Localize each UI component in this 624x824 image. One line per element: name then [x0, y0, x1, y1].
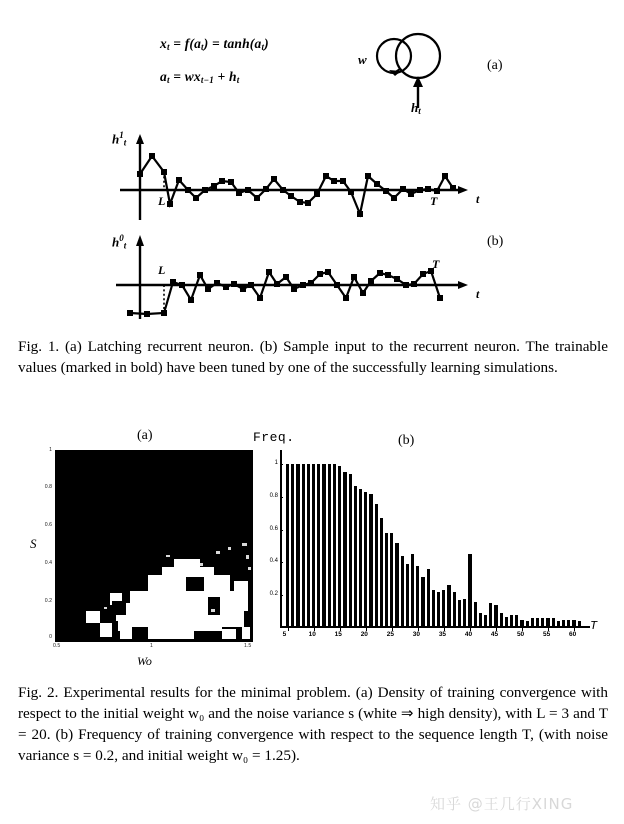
bar: [364, 492, 367, 628]
bar-xtick-mark: [496, 628, 497, 631]
bar: [349, 474, 352, 628]
bar: [489, 603, 492, 628]
bar-xtick-mark: [288, 628, 289, 631]
bar-ytick-mark: [280, 530, 283, 531]
bar: [572, 620, 575, 628]
bar: [567, 620, 570, 628]
bar: [302, 464, 305, 628]
bar-xtick-mark: [366, 628, 367, 631]
density-x-axis-label: Wo: [137, 654, 152, 668]
h0-x-axis-label: t: [476, 287, 480, 301]
y-axis-arrowhead: [136, 235, 144, 246]
bar: [328, 464, 331, 628]
figure-2: [0, 428, 624, 668]
bar: [557, 621, 560, 628]
bar-xtick-label: 25: [386, 631, 394, 638]
bar: [505, 617, 508, 628]
density-xtick-15: 1.5: [244, 643, 252, 649]
equation-1: $x_t = f(a_t) = \tanh(a_t)$: [160, 36, 269, 52]
bar: [437, 592, 440, 628]
bar: [369, 494, 372, 628]
bar-xtick-label: 50: [516, 631, 525, 638]
bar: [395, 543, 398, 628]
density-canvas: [55, 450, 253, 642]
y-axis-arrowhead: [136, 134, 144, 144]
density-plot: [30, 447, 260, 668]
bar: [536, 618, 539, 628]
bar-ytick-label: 0.4: [269, 558, 278, 565]
h1-y-axis-label: $h^1_t$: [112, 130, 127, 148]
bar: [390, 533, 393, 628]
bar: [484, 615, 487, 628]
watermark: 知乎 @王几行XING: [430, 795, 574, 813]
density-ytick-04: 0.4: [44, 560, 52, 566]
bar-y-axis: [280, 450, 282, 628]
neuron-body-circle: [396, 34, 440, 78]
frequency-bar-chart: [258, 450, 608, 665]
bar-xtick-label: 15: [334, 631, 342, 638]
bar-xtick-label: 35: [438, 631, 447, 638]
bar: [463, 599, 466, 628]
bar-xtick-mark: [574, 628, 575, 631]
bar: [354, 486, 357, 629]
bar: [401, 556, 404, 628]
bar: [526, 621, 529, 628]
figure2-panel-b-tag: (b): [398, 433, 415, 448]
bar: [520, 620, 523, 628]
bar-xtick-label: 5: [282, 631, 287, 638]
bar: [515, 615, 518, 628]
bar: [411, 554, 414, 628]
density-ytick-0: 0: [49, 634, 52, 640]
input-label-h: $h_t$: [411, 100, 421, 116]
figure-1-caption: Fig. 1. (a) Latching recurrent neuron. (b) Sample input to the recurrent neuron. The trainable values (marked in bold) have been tuned by one of the successfully learning simulations.: [18, 338, 608, 376]
bar-xtick-mark: [522, 628, 523, 631]
weight-label-w: w: [358, 52, 367, 67]
figure-2-caption: Fig. 2. Experimental results for the minimal problem. (a) Density of training convergence with respect to the initial weight w₀ and the noise variance s (white ⇒ high density), with L = 3 and T = 20. (b) Frequency of training convergence with respect to the sequence length T, (with noise variance s = 0.2, and initial weight w₀ = 1.25).: [18, 684, 608, 764]
bar: [286, 464, 289, 628]
bar-xtick-label: 20: [360, 631, 368, 638]
bar: [322, 464, 325, 628]
h1-x-axis-label: t: [476, 192, 480, 206]
bar: [500, 613, 503, 628]
bar-ytick-mark: [280, 497, 283, 498]
bar-ytick-mark: [280, 562, 283, 563]
bar-ytick-mark: [280, 464, 283, 465]
bar: [442, 590, 445, 628]
bar: [458, 600, 461, 628]
bar: [427, 569, 430, 628]
bar-ytick-label: 0.2: [269, 591, 278, 598]
density-ytick-06: 0.6: [44, 522, 52, 528]
bar: [578, 621, 581, 628]
bar: [296, 464, 299, 628]
bar: [312, 464, 315, 628]
bar: [307, 464, 310, 628]
bar: [474, 602, 477, 628]
density-y-axis-label: S: [30, 536, 37, 551]
x-axis-arrowhead: [458, 186, 468, 194]
signal-plot-h0: [100, 227, 500, 322]
bar-xtick-mark: [314, 628, 315, 631]
bar-xtick-label: 45: [490, 631, 499, 638]
bar: [406, 564, 409, 628]
bar: [562, 620, 565, 628]
density-ytick-08: 0.8: [44, 484, 52, 490]
bar-xtick-mark: [548, 628, 549, 631]
bar-ytick-label: 0.8: [269, 492, 278, 499]
bar-ytick-label: 0.6: [269, 525, 278, 532]
bar-xtick-mark: [444, 628, 445, 631]
bar-xtick-mark: [418, 628, 419, 631]
bar-ytick-mark: [280, 595, 283, 596]
bar-x-axis-label: T: [590, 619, 598, 633]
bar: [546, 618, 549, 628]
bar: [552, 618, 555, 628]
latching-neuron-diagram: [356, 28, 476, 124]
bar: [479, 613, 482, 628]
bar: [291, 464, 294, 628]
h0-marker-T: T: [432, 257, 440, 271]
h1-marker-T: T: [430, 194, 438, 208]
h1-marker-L: L: [158, 194, 166, 208]
bar: [343, 472, 346, 628]
bar-xtick-mark: [340, 628, 341, 631]
bar: [333, 464, 336, 628]
bar-xtick-mark: [470, 628, 471, 631]
signal-plot-h1: [100, 132, 500, 227]
figure1-panel-a-tag: (a): [487, 58, 503, 73]
bar-xtick-label: 10: [308, 631, 316, 638]
bar: [380, 518, 383, 628]
x-axis-arrowhead: [458, 281, 468, 289]
freq-axis-label: Freq.: [253, 430, 295, 445]
bar-ytick-label: 1: [274, 460, 278, 467]
bar: [541, 618, 544, 628]
density-xtick-05: 0.5: [53, 643, 61, 649]
figure-1: [0, 22, 624, 322]
bar: [432, 590, 435, 628]
h0-marker-L: L: [158, 263, 166, 277]
density-ytick-02: 0.2: [44, 598, 52, 604]
bar: [375, 504, 378, 628]
bar: [359, 489, 362, 628]
bar: [385, 533, 388, 628]
recurrent-loop-circle: [377, 39, 411, 73]
bar-xtick-label: 60: [569, 631, 577, 638]
bar-xtick-label: 30: [412, 631, 420, 638]
h0-y-axis-label: $h^0_t$: [112, 233, 127, 251]
bar: [447, 585, 450, 628]
bar: [317, 464, 320, 628]
bar: [468, 554, 471, 628]
bar-xtick-label: 40: [464, 631, 473, 638]
figure2-panel-a-tag: (a): [137, 428, 153, 443]
equation-2: $a_t = wx_{t-1} + h_t$: [160, 69, 240, 85]
bar-xtick-label: 55: [542, 631, 551, 638]
density-ytick-1: 1: [49, 447, 52, 453]
bars-plot-area: [280, 450, 580, 628]
signal-plot-h1-svg: [100, 132, 500, 227]
density-xtick-1: 1: [150, 643, 153, 649]
bar: [453, 592, 456, 628]
bar: [421, 577, 424, 628]
bar: [494, 605, 497, 628]
bar: [510, 615, 513, 628]
bar: [531, 618, 534, 628]
signal-markers: [127, 268, 443, 317]
bar: [338, 466, 341, 628]
signal-line: [140, 156, 453, 214]
bar-xtick-mark: [392, 628, 393, 631]
figure1-panel-b-tag: (b): [487, 234, 504, 249]
bar: [416, 566, 419, 628]
